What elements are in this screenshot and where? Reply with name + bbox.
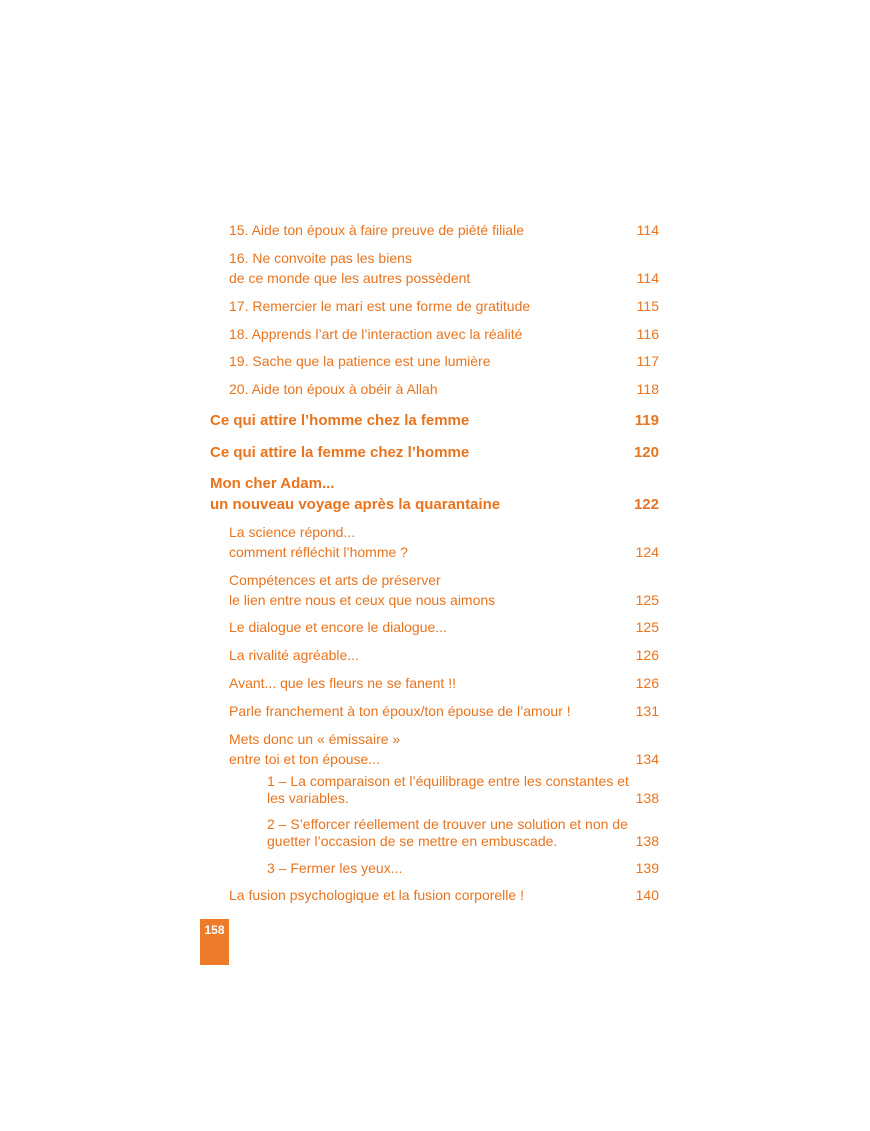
toc-entry-title-line2: de ce monde que les autres possèdent	[229, 270, 471, 286]
toc-subentry-page: 139	[635, 860, 659, 876]
toc-entry	[229, 351, 659, 371]
toc-entry-page: 134	[635, 751, 659, 767]
toc-entry	[229, 645, 659, 665]
toc-entry-page: 118	[636, 381, 659, 397]
toc-entry-title: La fusion psychologique et la fusion corporelle !	[229, 887, 524, 903]
toc-entry	[229, 324, 659, 344]
toc-entry-page: 124	[635, 544, 659, 560]
toc-entry-page: 126	[635, 647, 659, 663]
toc-entry	[229, 570, 659, 610]
toc-entry-page: 126	[635, 675, 659, 691]
toc-entry	[229, 673, 659, 693]
toc-chapter	[210, 473, 659, 515]
toc-chapter-title: Ce qui attire la femme chez l’homme	[210, 444, 470, 461]
toc-entry-title: La rivalité agréable...	[229, 647, 359, 663]
toc-entry-page: 140	[635, 887, 659, 903]
toc-entry	[229, 617, 659, 637]
toc-entry	[229, 885, 659, 905]
toc-subentry-title-line1: 1 – La comparaison et l’équilibrage entre les constantes et	[267, 773, 629, 789]
toc-entry	[229, 296, 659, 316]
toc-chapter-page: 119	[634, 412, 659, 429]
toc-entry-title-line1: La science répond...	[229, 524, 356, 540]
toc-subentry	[267, 773, 659, 807]
page-number: 158	[204, 923, 225, 937]
toc-entry-title: 18. Apprends l’art de l’interaction avec la réalité	[229, 326, 523, 342]
toc-entry-page: 125	[635, 619, 659, 635]
toc-entry-page: 116	[636, 326, 659, 342]
toc-entry-page: 114	[636, 222, 659, 238]
toc-chapter	[210, 410, 659, 431]
toc-subentry	[267, 858, 659, 878]
toc-entry-title: 20. Aide ton époux à obéir à Allah	[229, 381, 438, 397]
toc-entry-title: 15. Aide ton époux à faire preuve de piété filiale	[229, 222, 524, 238]
toc-entry	[229, 701, 659, 721]
toc-entry-title-line1: 16. Ne convoite pas les biens	[229, 250, 412, 266]
toc-subentry-title-line1: 2 – S’efforcer réellement de trouver une solution et non de	[267, 816, 628, 832]
page-number-tab	[200, 919, 229, 965]
toc-chapter-title: Ce qui attire l’homme chez la femme	[210, 412, 470, 429]
toc-entry-title: 19. Sache que la patience est une lumière	[229, 353, 491, 369]
toc-entry	[229, 379, 659, 399]
toc-entry-title-line1: Mets donc un « émissaire »	[229, 731, 401, 747]
toc-chapter-title-line2: un nouveau voyage après la quarantaine	[210, 496, 501, 513]
toc-entry-title-line2: le lien entre nous et ceux que nous aimons	[229, 592, 496, 608]
toc-entry-page: 125	[635, 592, 659, 608]
toc-entry-page: 131	[635, 703, 659, 719]
toc-entry	[229, 729, 659, 769]
toc-entry-page: 114	[636, 270, 659, 286]
toc-entry-title-line2: comment réfléchit l’homme ?	[229, 544, 408, 560]
toc-chapter-page: 122	[633, 496, 659, 513]
toc-entry-title: Avant... que les fleurs ne se fanent !!	[229, 675, 456, 691]
toc-entry	[229, 220, 659, 240]
toc-entry	[229, 522, 659, 562]
toc-chapter-title-line1: Mon cher Adam...	[210, 475, 335, 492]
toc-subentry-page: 138	[635, 833, 659, 849]
toc-chapter-page: 120	[633, 444, 659, 461]
toc-subentry-title-line2: les variables.	[267, 790, 349, 806]
toc-entry-title: 17. Remercier le mari est une forme de gratitude	[229, 298, 531, 314]
toc-subentry	[267, 816, 659, 850]
toc-entry-title-line1: Compétences et arts de préserver	[229, 572, 441, 588]
toc-entry-page: 117	[636, 353, 659, 369]
toc-entry-page: 115	[636, 298, 659, 314]
toc-entry-title: Le dialogue et encore le dialogue...	[229, 619, 447, 635]
toc-entry-title: Parle franchement à ton époux/ton épouse de l’amour !	[229, 703, 571, 719]
toc-entry-title-line2: entre toi et ton épouse...	[229, 751, 380, 767]
toc-subentry-title: 3 – Fermer les yeux...	[267, 860, 403, 876]
toc-entry	[229, 248, 659, 288]
toc-subentry-title-line2: guetter l’occasion de se mettre en embuscade.	[267, 833, 558, 849]
toc-chapter	[210, 442, 659, 463]
toc-subentry-page: 138	[635, 790, 659, 806]
